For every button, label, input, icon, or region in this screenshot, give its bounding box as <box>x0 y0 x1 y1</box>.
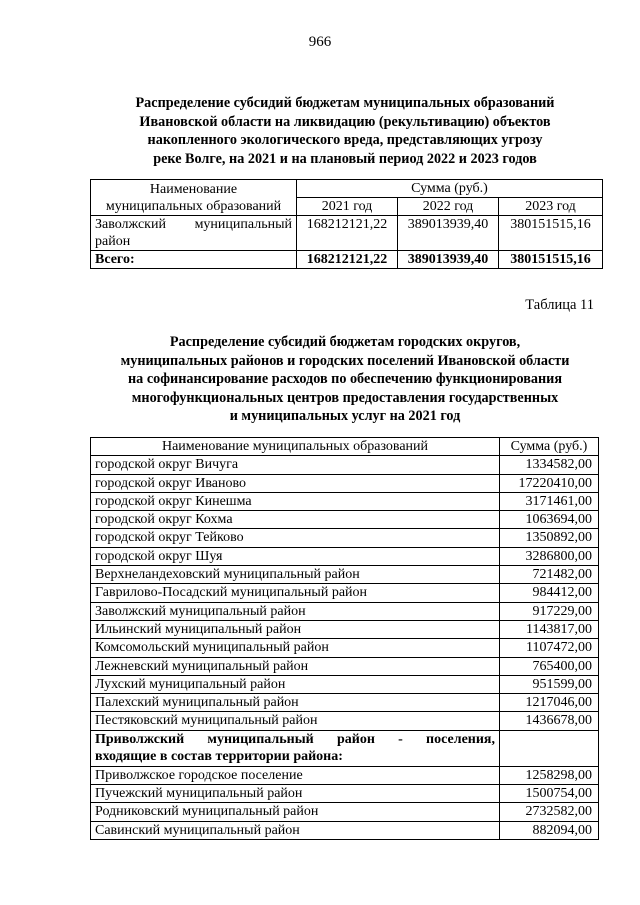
municipality-name-cell: Лежневский муниципальный район <box>91 657 500 675</box>
table-row <box>91 529 599 547</box>
subsidy-amount-cell: 3286800,00 <box>500 547 599 565</box>
subsidy-amount-cell: 1063694,00 <box>500 511 599 529</box>
table-row <box>91 547 599 565</box>
municipality-name-cell: Пестяковский муниципальный район <box>91 712 500 730</box>
table-row <box>91 657 599 675</box>
subsidy-amount-cell: 1334582,00 <box>500 456 599 474</box>
page-number: 966 <box>308 34 332 50</box>
subsidy-table-volga <box>90 179 603 269</box>
municipality-name-cell: Родниковский муниципальный район <box>91 803 500 821</box>
table-row <box>91 639 599 657</box>
header-name-line: муниципальных образований <box>105 198 282 214</box>
table-number-label: Таблица 11 <box>525 297 594 313</box>
subsidy-amount-cell: 882094,00 <box>500 821 599 839</box>
year-cell: 2021 год <box>297 198 398 216</box>
section2-title-line: и муниципальных услуг на 2021 год <box>229 408 461 424</box>
municipality-name-cell: городской округ Шуя <box>91 547 500 565</box>
subsidy-table-mfc <box>90 437 599 840</box>
total-value-cell: 389013939,40 <box>398 251 499 269</box>
municipality-name-cell: городской округ Иваново <box>91 474 500 492</box>
table-row <box>91 584 599 602</box>
row-name-line: Заволжский муниципальный <box>95 217 292 232</box>
section2-title <box>90 333 600 426</box>
table-header-row <box>91 438 599 456</box>
table-row <box>91 712 599 730</box>
table-row <box>91 602 599 620</box>
subsidy-amount-cell: 1350892,00 <box>500 529 599 547</box>
table-row <box>91 216 603 251</box>
value-cell: 389013939,40 <box>398 216 499 251</box>
section1-title-line: Распределение субсидий бюджетам муниципальных образований <box>135 95 555 111</box>
subsidy-amount-cell: 1500754,00 <box>500 785 599 803</box>
subsidy-amount-cell: 1143817,00 <box>500 620 599 638</box>
subsidy-amount-cell: 3171461,00 <box>500 492 599 510</box>
total-value-cell: 380151515,16 <box>499 251 603 269</box>
subsidy-amount-cell: 984412,00 <box>500 584 599 602</box>
group-heading-row <box>91 730 599 766</box>
table-row <box>91 675 599 693</box>
total-value-cell: 168212121,22 <box>297 251 398 269</box>
section1-title-line: накопленного экологического вреда, представляющих угрозу <box>147 132 543 148</box>
value-cell: 168212121,22 <box>297 216 398 251</box>
municipality-name-cell: Заволжский муниципальный район <box>91 602 500 620</box>
subsidy-amount-cell: 1258298,00 <box>500 766 599 784</box>
table-row <box>91 785 599 803</box>
subsidy-amount-cell: 1107472,00 <box>500 639 599 657</box>
municipality-name-cell: городской округ Тейково <box>91 529 500 547</box>
year-cell: 2023 год <box>499 198 603 216</box>
value-cell: 380151515,16 <box>499 216 603 251</box>
subsidy-amount-cell: 1436678,00 <box>500 712 599 730</box>
header-name-cell: Наименование муниципальных образований <box>91 438 500 456</box>
table-row <box>91 766 599 784</box>
municipality-name-cell: городской округ Вичуга <box>91 456 500 474</box>
header-sum-cell: Сумма (руб.) <box>500 438 599 456</box>
table-row <box>91 492 599 510</box>
municipality-name-cell: Гаврилово-Посадский муниципальный район <box>91 584 500 602</box>
municipality-name-cell: Ильинский муниципальный район <box>91 620 500 638</box>
section2-title-line: Распределение субсидий бюджетам городских округов, <box>169 334 521 350</box>
municipality-name-cell: городской округ Кохма <box>91 511 500 529</box>
table-row <box>91 803 599 821</box>
subsidy-amount-cell: 721482,00 <box>500 566 599 584</box>
subsidy-amount-cell: 917229,00 <box>500 602 599 620</box>
subsidy-amount-cell: 2732582,00 <box>500 803 599 821</box>
municipality-name-cell: городской округ Кинешма <box>91 492 500 510</box>
table-row <box>91 511 599 529</box>
header-sum-cell: Сумма (руб.) <box>297 180 603 198</box>
section1-title <box>90 94 600 168</box>
municipality-name-cell: Пучежский муниципальный район <box>91 785 500 803</box>
group-heading-cell <box>91 730 500 766</box>
subsidy-amount-cell: 1217046,00 <box>500 694 599 712</box>
subsidy-amount-cell: 17220410,00 <box>500 474 599 492</box>
section2-title-line: муниципальных районов и городских поселений Ивановской области <box>120 352 570 369</box>
table-row <box>91 566 599 584</box>
municipality-name-cell: Палехский муниципальный район <box>91 694 500 712</box>
municipality-name-cell: Приволжское городское поселение <box>91 766 500 784</box>
table-total-row <box>91 251 603 269</box>
group-heading-line: Приволжский муниципальный район - поселения, <box>95 731 495 747</box>
table-header-row <box>91 180 603 198</box>
municipality-name-cell: Комсомольский муниципальный район <box>91 639 500 657</box>
municipality-name-cell: Верхнеландеховский муниципальный район <box>91 566 500 584</box>
table-row <box>91 456 599 474</box>
year-cell: 2022 год <box>398 198 499 216</box>
row-name-line: район <box>95 234 131 249</box>
total-label-cell: Всего: <box>91 251 297 269</box>
section1-title-line: Ивановской области на ликвидацию (рекультивацию) объектов <box>139 113 551 130</box>
section2-title-line: многофункциональных центров предоставления государственных <box>131 389 559 406</box>
row-name-cell <box>91 216 297 251</box>
table-row <box>91 474 599 492</box>
municipality-name-cell: Савинский муниципальный район <box>91 821 500 839</box>
header-name-cell <box>91 180 297 216</box>
subsidy-amount-cell: 765400,00 <box>500 657 599 675</box>
group-empty-cell <box>500 730 599 766</box>
group-heading-line: входящие в состав территории района: <box>95 749 343 765</box>
table-row <box>91 620 599 638</box>
municipality-name-cell: Лухский муниципальный район <box>91 675 500 693</box>
table-row <box>91 694 599 712</box>
table-row <box>91 821 599 839</box>
subsidy-amount-cell: 951599,00 <box>500 675 599 693</box>
header-name-line: Наименование <box>149 181 238 197</box>
section2-title-line: на софинансирование расходов по обеспечению функционирования <box>128 371 562 387</box>
section1-title-line: реке Волге, на 2021 и на плановый период 2022 и 2023 годов <box>153 150 537 167</box>
